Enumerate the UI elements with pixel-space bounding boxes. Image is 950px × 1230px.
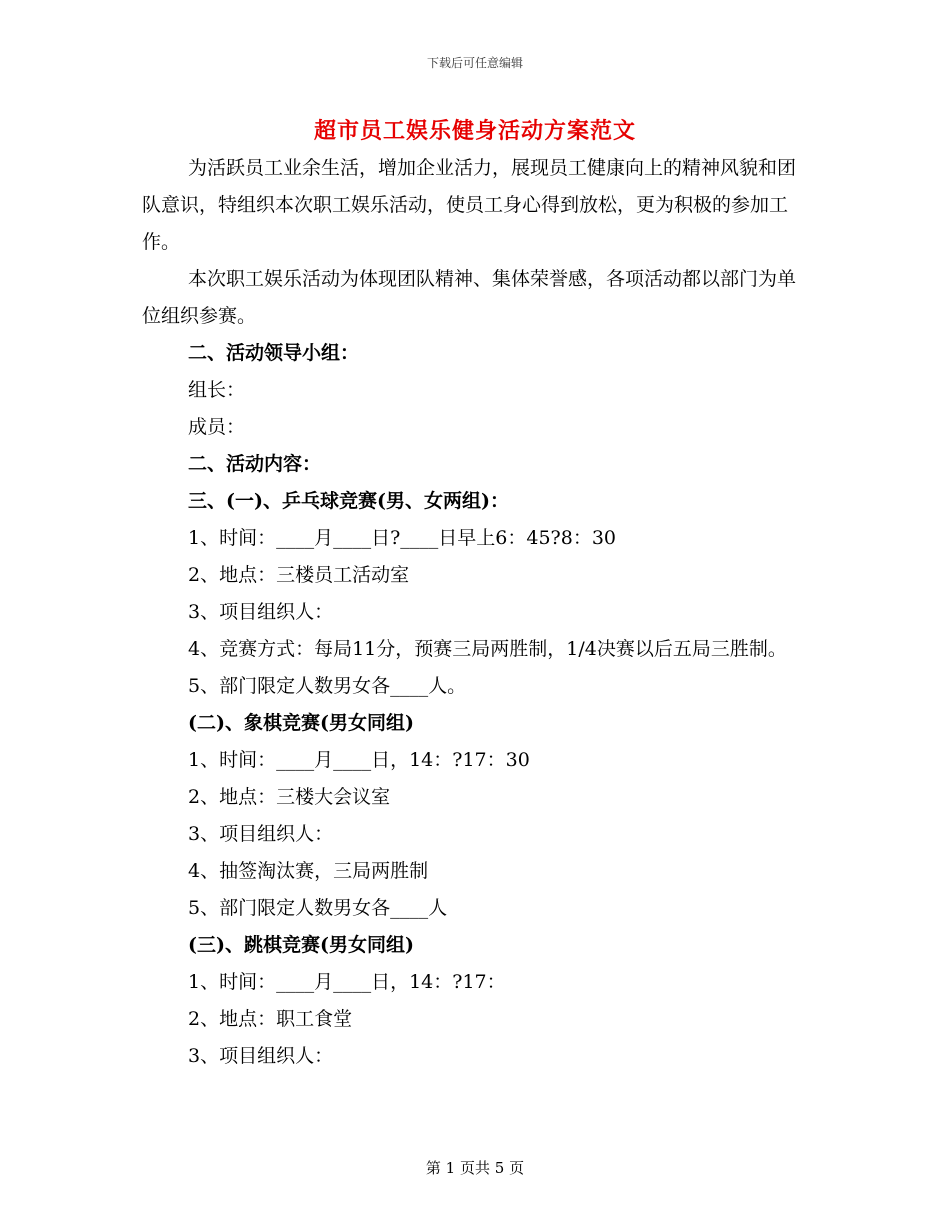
subsection-heading-chess: (二)、象棋竞赛(男女同组) — [188, 712, 414, 734]
list-item: 2、地点：三楼大会议室 — [188, 786, 391, 808]
list-item: 3、项目组织人： — [188, 823, 334, 845]
list-item: 2、地点：职工食堂 — [188, 1008, 353, 1030]
purpose-paragraph: 本次职工娱乐活动为体现团队精神、集体荣誉感，各项活动都以部门为单位组织参赛。 — [142, 268, 797, 327]
list-item: 1、时间：____月____日?____日早上6：45?8：30 — [188, 527, 616, 549]
list-item: 5、部门限定人数男女各____人 — [188, 897, 448, 919]
page-header: 下载后可任意编辑 — [426, 56, 523, 70]
list-item: 2、地点：三楼员工活动室 — [188, 564, 410, 586]
list-item: 5、部门限定人数男女各____人。 — [188, 675, 467, 697]
intro-paragraph: 为活跃员工业余生活，增加企业活力，展现员工健康向上的精神风貌和团队意识，特组织本次职工娱乐活动，使员工身心得到放松，更为积极的参加工作。 — [142, 157, 797, 253]
list-item: 4、竞赛方式：每局11分，预赛三局两胜制，1/4决赛以后五局三胜制。 — [188, 638, 787, 660]
section-heading-leadership: 二、活动领导小组： — [188, 342, 360, 364]
list-item: 3、项目组织人： — [188, 1045, 334, 1067]
list-item: 4、抽签淘汰赛，三局两胜制 — [188, 860, 429, 882]
list-item: 3、项目组织人： — [188, 601, 334, 623]
members-line: 成员： — [188, 416, 246, 438]
subsection-heading-checkers: (三)、跳棋竞赛(男女同组) — [188, 934, 414, 956]
document-title: 超市员工娱乐健身活动方案范文 — [313, 118, 636, 144]
list-item: 1、时间：____月____日，14：?17：30 — [188, 749, 530, 771]
leader-line: 组长： — [188, 379, 246, 401]
page-number: 第 1 页共 5 页 — [425, 1159, 525, 1177]
list-item: 1、时间：____月____日，14：?17： — [188, 971, 506, 993]
section-heading-content: 二、活动内容： — [188, 453, 322, 475]
document-body — [142, 150, 810, 1075]
subsection-heading-pingpong: 三、(一)、乒乓球竞赛(男、女两组)： — [188, 490, 509, 512]
